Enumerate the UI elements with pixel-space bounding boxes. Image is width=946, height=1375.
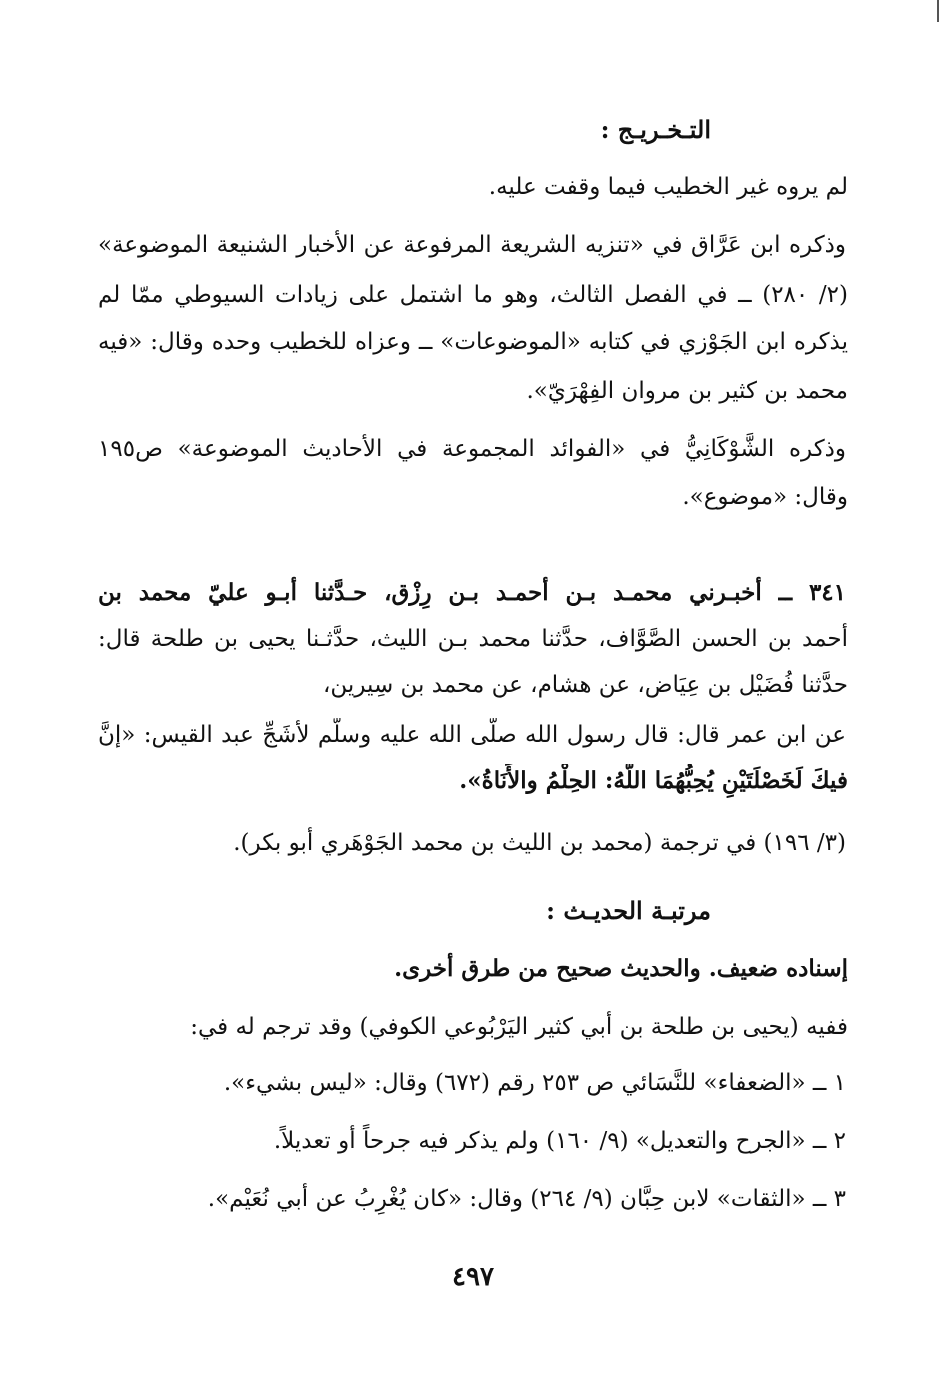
hadith-line-2: أحمد بن الحسن الصَّوَّاف، حدَّثنا محمد بـن الليث، حدَّثـنا يحيى بن طلحة قال: <box>98 626 848 652</box>
takhrij-line-5: محمد بن كثير بن مروان الفِهْرَيّ». <box>526 378 848 404</box>
takhrij-line-6: وذكره الشَّوْكَانِيُّ في «الفوائد المجموعة في الأحاديث الموضوعة» ص١٩٥ <box>98 436 846 462</box>
hadith-line-1: ٣٤١ ــ أخبـرني محمـد بـن أحمـد بـن رِزْق، حـدَّثنا أبـو عليّ محمد بن <box>98 579 846 606</box>
rutba-item-3: ٣ ــ «الثقات» لابن حِبَّان (٩/ ٢٦٤) وقال: «كان يُغْرِبُ عن أبي نُعَيْم». <box>207 1186 846 1212</box>
page-edge-mark <box>937 0 939 22</box>
page-number: ٤٩٧ <box>452 1262 494 1292</box>
rutba-item-2: ٢ ــ «الجرح والتعديل» (٩/ ١٦٠) ولم يذكر فيه جرحاً أو تعديلاً. <box>273 1128 846 1154</box>
rutba-item-1: ١ ــ «الضعفاء» للنَّسَائي ص ٢٥٣ رقم (٦٧٢) وقال: «ليس بشيء». <box>223 1070 846 1096</box>
takhrij-heading: التـخـريـج : <box>600 115 711 144</box>
takhrij-line-2: وذكره ابن عَرَّاق في «تنزيه الشريعة المرفوعة عن الأخبار الشنيعة الموضوعة» <box>98 232 846 258</box>
rutba-heading: مرتبـة الحديـث : <box>546 896 711 925</box>
takhrij-line-1: لم يروه غير الخطيب فيما وقفت عليه. <box>488 174 848 200</box>
hadith-line-5: فيكَ لَخَصْلَتَيْنِ يُحِبُّهُمَا اللَّهُ: الحِلْمُ والأَنَاةُ». <box>459 767 848 794</box>
hadith-source-line: (٣/ ١٩٦) في ترجمة (محمد بن الليث بن محمد الجَوْهَري أبو بكر). <box>233 830 846 856</box>
takhrij-line-3: (٢/ ٢٨٠) ــ في الفصل الثالث، وهو ما اشتمل على زيادات السيوطي ممّا لم <box>98 282 848 308</box>
takhrij-line-4: يذكره ابن الجَوْزي في كتابه «الموضوعات» ــ وعزاه للخطيب وحده وقال: «فيه <box>98 329 848 355</box>
hadith-line-3: حدَّثنا فُضَيْل بن عِيَاض، عن هشام، عن محمد بن سِيرين، <box>322 672 848 698</box>
hadith-line-4: عن ابن عمر قال: قال رسول الله صلَّى الله عليه وسلَّم لأشَجِّ عبد القيس: «إنَّ <box>98 722 846 748</box>
rutba-line-1: إسناده ضعيف. والحديث صحيح من طرق أخرى. <box>394 955 848 982</box>
takhrij-line-7: وقال: «موضوع». <box>682 484 848 510</box>
rutba-line-2: ففيه (يحيى بن طلحة بن أبي كثير اليَرْبُوعي الكوفي) وقد ترجم له في: <box>190 1014 848 1040</box>
